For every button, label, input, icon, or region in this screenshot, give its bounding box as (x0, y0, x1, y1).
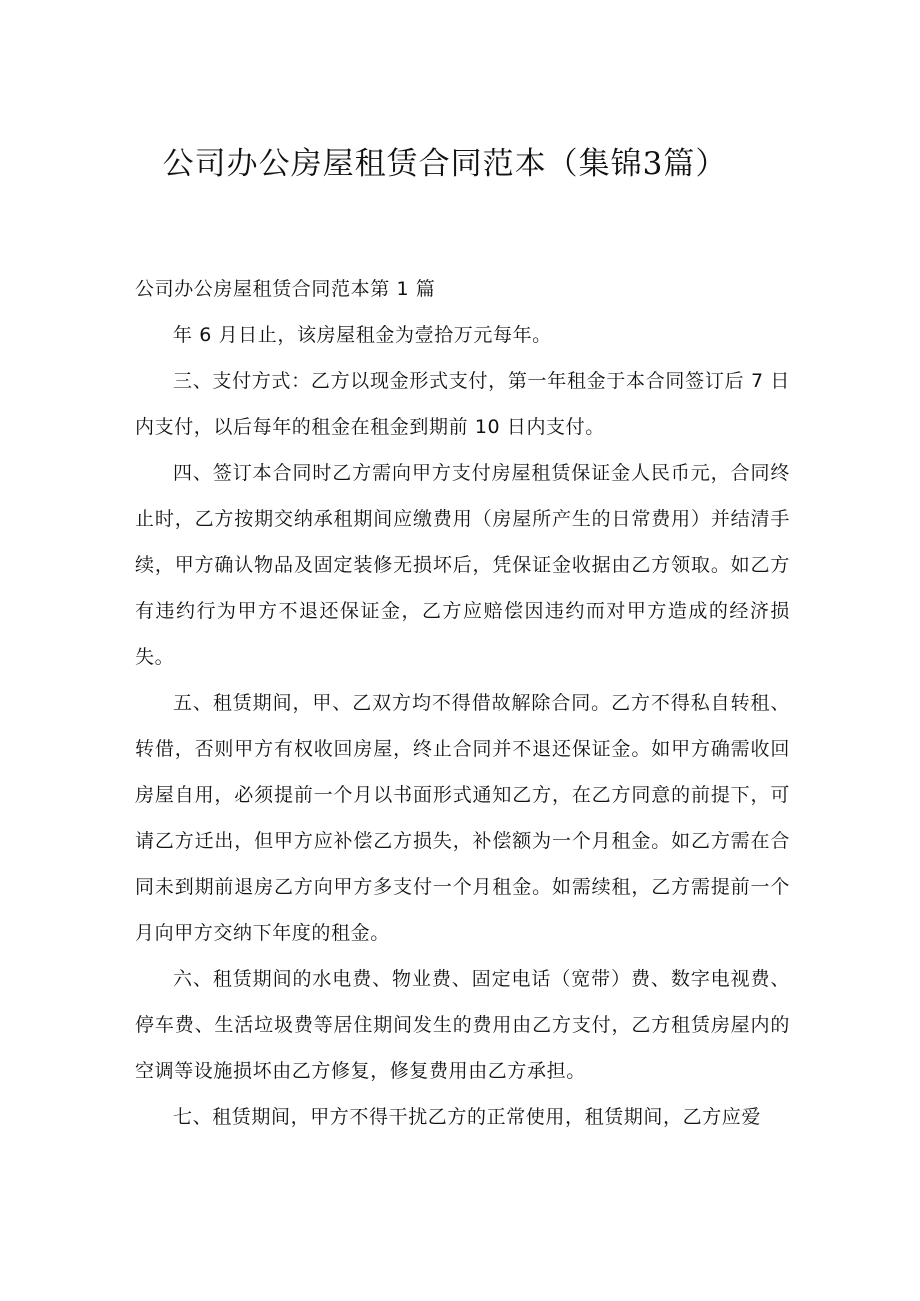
paragraph-utilities: 六、租赁期间的水电费、物业费、固定电话（宽带）费、数字电视费、停车费、生活垃圾费等居住期间发生的费用由乙方支付，乙方租赁房屋内的空调等设施损坏由乙方修复，修复费用由乙方承担。 (135, 968, 790, 1082)
document-body (135, 266, 790, 1140)
paragraph-rent-term: 年 6 月日止，该房屋租金为壹拾万元每年。 (173, 324, 552, 346)
section-heading: 公司办公房屋租赁合同范本第 1 篇 (135, 278, 436, 300)
paragraph-lease-period: 五、租赁期间，甲、乙双方均不得借故解除合同。乙方不得私自转租、转借，否则甲方有权收回房屋，终止合同并不退还保证金。如甲方确需收回房屋自用，必须提前一个月以书面形式通知乙方，在乙方同意的前提下，可请乙方迁出，但甲方应补偿乙方损失，补偿额为一个月租金。如乙方需在合同未到期前退房乙方向甲方多支付一个月租金。如需续租，乙方需提前一个月向甲方交纳下年度的租金。 (135, 692, 790, 944)
document-title: 公司办公房屋租赁合同范本（集锦3篇） (162, 146, 728, 182)
paragraph-deposit: 四、签订本合同时乙方需向甲方支付房屋租赁保证金人民币元，合同终止时，乙方按期交纳承租期间应缴费用（房屋所产生的日常费用）并结清手续，甲方确认物品及固定装修无损坏后，凭保证金收据由乙方领取。如乙方有违约行为甲方不退还保证金，乙方应赔偿因违约而对甲方造成的经济损失。 (135, 462, 790, 668)
paragraph-payment-method: 三、支付方式：乙方以现金形式支付，第一年租金于本合同签订后 7 日内支付，以后每年的租金在租金到期前 10 日内支付。 (135, 370, 790, 438)
paragraph-usage: 七、租赁期间，甲方不得干扰乙方的正常使用，租赁期间，乙方应爱 (173, 1106, 762, 1128)
